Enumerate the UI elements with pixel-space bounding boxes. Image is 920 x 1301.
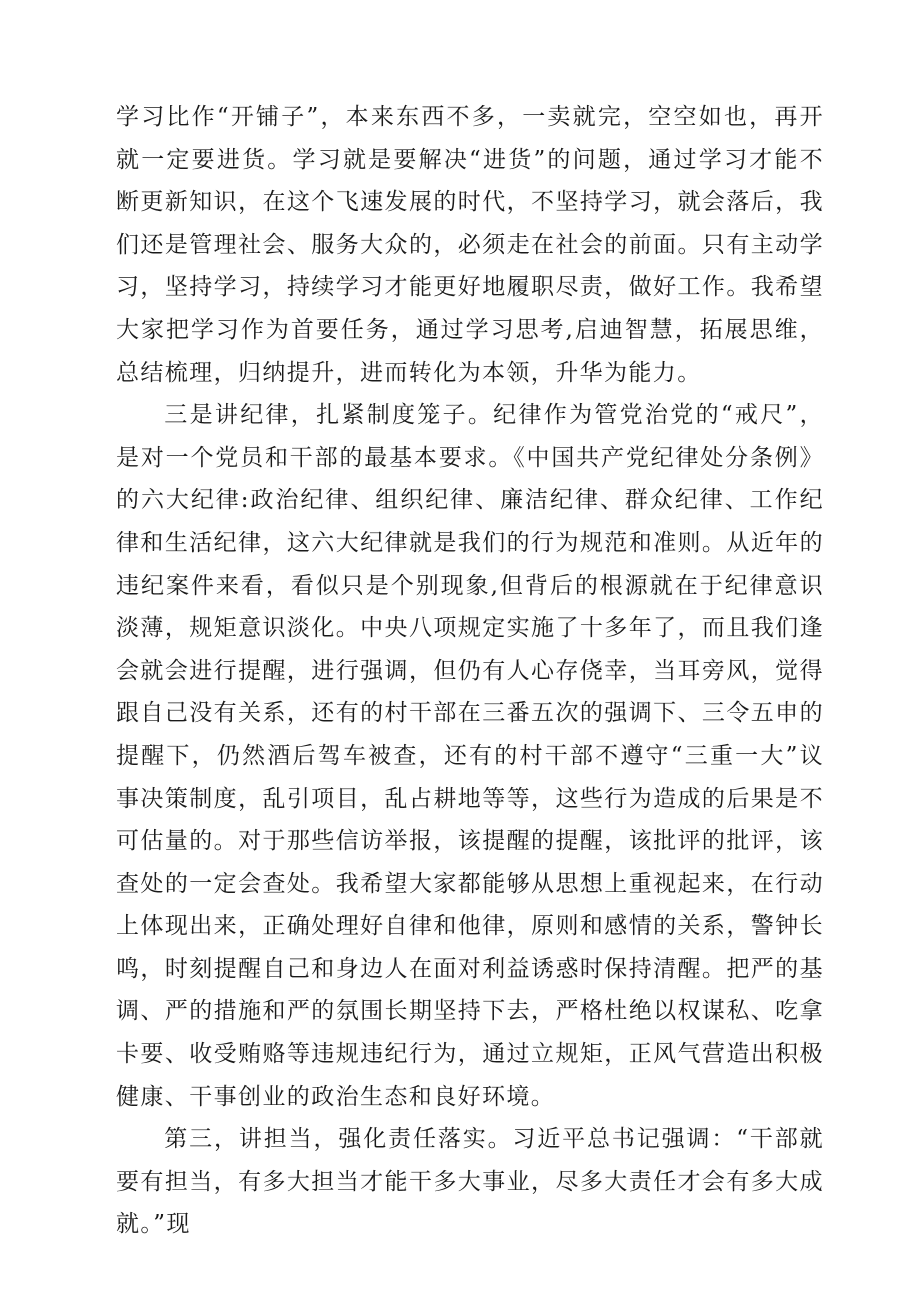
paragraph-study: 学习比作“开铺子”，本来东西不多，一卖就完，空空如也，再开就一定要进货。学习就是要解决“进货”的问题，通过学习才能不断更新知识，在这个飞速发展的时代，不坚持学习，就会落后，我们还是管理社会、服务大众的，必须走在社会的前面。只有主动学习，坚持学习，持续学习才能更好地履职尽责，做好工作。我希望大家把学习作为首要任务，通过学习思考,启迪智慧，拓展思维，总结梳理，归纳提升，进而转化为本领，升华为能力。: [116, 104, 824, 386]
document-page: [116, 96, 824, 1246]
paragraph-responsibility: 第三，讲担当，强化责任落实。习近平总书记强调：“干部就要有担当，有多大担当才能干多大事业，尽多大责任才会有多大成就。”现: [116, 1126, 824, 1238]
paragraph-discipline: 三是讲纪律，扎紧制度笼子。纪律作为管党治党的“戒尺”，是对一个党员和干部的最基本要求。《中国共产党纪律处分条例》的六大纪律:政治纪律、组织纪律、廉洁纪律、群众纪律、工作纪律和生活纪律，这六大纪律就是我们的行为规范和准则。从近年的违纪案件来看，看似只是个别现象,但背后的根源就在于纪律意识淡薄，规矩意识淡化。中央八项规定实施了十多年了，而且我们逢会就会进行提醒，进行强调，但仍有人心存侥幸，当耳旁风，觉得跟自己没有关系，还有的村干部在三番五次的强调下、三令五申的提醒下，仍然酒后驾车被查，还有的村干部不遵守“三重一大”议事决策制度，乱引项目，乱占耕地等等，这些行为造成的后果是不可估量的。对于那些信访举报，该提醒的提醒，该批评的批评，该查处的一定会查处。我希望大家都能够从思想上重视起来，在行动上体现出来，正确处理好自律和他律，原则和感情的关系，警钟长鸣，时刻提醒自己和身边人在面对利益诱惑时保持清醒。把严的基调、严的措施和严的氛围长期坚持下去，严格杜绝以权谋私、吃拿卡要、收受贿赂等违规违纪行为，通过立规矩，正风气营造出积极健康、干事创业的政治生态和良好环境。: [116, 402, 824, 1110]
